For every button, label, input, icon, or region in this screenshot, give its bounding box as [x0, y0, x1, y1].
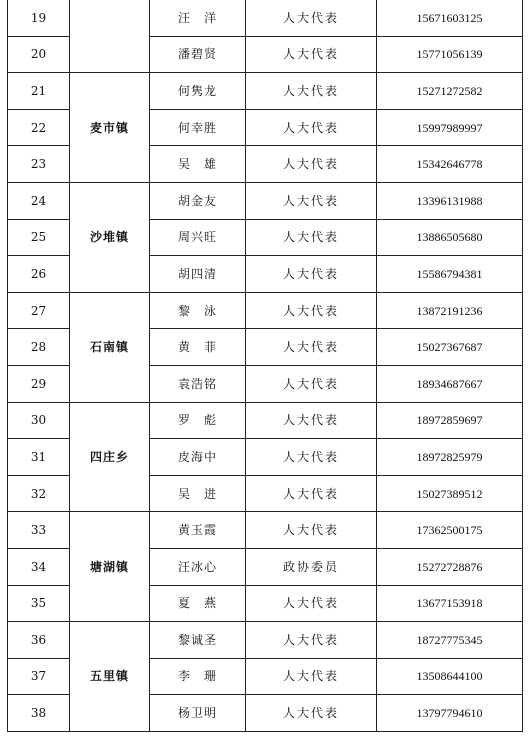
row-number: 35 [8, 585, 70, 622]
person-name: 汪冰心 [150, 548, 246, 585]
person-name: 吴 进 [150, 475, 246, 512]
phone-number: 13677153918 [377, 585, 523, 622]
person-role: 人大代表 [246, 329, 377, 366]
phone-number: 17362500175 [377, 512, 523, 549]
person-role: 人大代表 [246, 219, 377, 256]
person-name: 周兴旺 [150, 219, 246, 256]
person-role: 政协委员 [246, 548, 377, 585]
person-name: 袁浩铭 [150, 365, 246, 402]
person-name: 黄 菲 [150, 329, 246, 366]
row-number: 36 [8, 622, 70, 659]
phone-number: 13872191236 [377, 292, 523, 329]
row-number: 20 [8, 36, 70, 73]
phone-number: 15997989997 [377, 109, 523, 146]
person-role: 人大代表 [246, 439, 377, 476]
person-name: 夏 燕 [150, 585, 246, 622]
person-name: 何幸胜 [150, 109, 246, 146]
person-role: 人大代表 [246, 36, 377, 73]
person-name: 皮海中 [150, 439, 246, 476]
person-name: 李 珊 [150, 658, 246, 695]
phone-number: 15342646778 [377, 146, 523, 183]
person-role: 人大代表 [246, 695, 377, 732]
person-name: 潘碧贤 [150, 36, 246, 73]
person-role: 人大代表 [246, 402, 377, 439]
phone-number: 15771056139 [377, 36, 523, 73]
phone-number: 13797794610 [377, 695, 523, 732]
phone-number: 15027389512 [377, 475, 523, 512]
person-role: 人大代表 [246, 256, 377, 293]
town-cell [70, 0, 150, 73]
person-name: 胡四清 [150, 256, 246, 293]
person-name: 黄玉霞 [150, 512, 246, 549]
person-role: 人大代表 [246, 292, 377, 329]
table-row [8, 512, 523, 549]
person-name: 杨卫明 [150, 695, 246, 732]
person-role: 人大代表 [246, 622, 377, 659]
person-role: 人大代表 [246, 585, 377, 622]
row-number: 38 [8, 695, 70, 732]
row-number: 19 [8, 0, 70, 36]
row-number: 34 [8, 548, 70, 585]
phone-number: 18727775345 [377, 622, 523, 659]
person-role: 人大代表 [246, 73, 377, 110]
person-name: 黎诚圣 [150, 622, 246, 659]
person-name: 黎 泳 [150, 292, 246, 329]
row-number: 29 [8, 365, 70, 402]
town-cell: 五里镇 [70, 622, 150, 732]
row-number: 33 [8, 512, 70, 549]
row-number: 22 [8, 109, 70, 146]
row-number: 28 [8, 329, 70, 366]
phone-number: 15586794381 [377, 256, 523, 293]
person-role: 人大代表 [246, 365, 377, 402]
row-number: 26 [8, 256, 70, 293]
person-role: 人大代表 [246, 146, 377, 183]
person-name: 胡金友 [150, 182, 246, 219]
row-number: 24 [8, 182, 70, 219]
table-row [8, 182, 523, 219]
phone-number: 18972859697 [377, 402, 523, 439]
person-role: 人大代表 [246, 182, 377, 219]
row-number: 25 [8, 219, 70, 256]
person-role: 人大代表 [246, 512, 377, 549]
person-name: 汪 洋 [150, 0, 246, 36]
table-row [8, 622, 523, 659]
row-number: 37 [8, 658, 70, 695]
phone-number: 18934687667 [377, 365, 523, 402]
row-number: 21 [8, 73, 70, 110]
table-row [8, 73, 523, 110]
row-number: 32 [8, 475, 70, 512]
phone-number: 13886505680 [377, 219, 523, 256]
town-cell: 四庄乡 [70, 402, 150, 512]
table-row [8, 0, 523, 36]
row-number: 30 [8, 402, 70, 439]
person-role: 人大代表 [246, 0, 377, 36]
row-number: 27 [8, 292, 70, 329]
person-role: 人大代表 [246, 658, 377, 695]
person-name: 罗 彪 [150, 402, 246, 439]
town-cell: 塘湖镇 [70, 512, 150, 622]
person-role: 人大代表 [246, 109, 377, 146]
person-name: 何隽龙 [150, 73, 246, 110]
row-number: 31 [8, 439, 70, 476]
phone-number: 15272728876 [377, 548, 523, 585]
phone-number: 15271272582 [377, 73, 523, 110]
town-cell: 石南镇 [70, 292, 150, 402]
phone-number: 15027367687 [377, 329, 523, 366]
row-number: 23 [8, 146, 70, 183]
table-row [8, 292, 523, 329]
roster-table [7, 0, 523, 732]
phone-number: 13508644100 [377, 658, 523, 695]
person-role: 人大代表 [246, 475, 377, 512]
town-cell: 麦市镇 [70, 73, 150, 183]
phone-number: 18972825979 [377, 439, 523, 476]
person-name: 吴 雄 [150, 146, 246, 183]
town-cell: 沙堆镇 [70, 182, 150, 292]
table-row [8, 402, 523, 439]
phone-number: 15671603125 [377, 0, 523, 36]
phone-number: 13396131988 [377, 182, 523, 219]
